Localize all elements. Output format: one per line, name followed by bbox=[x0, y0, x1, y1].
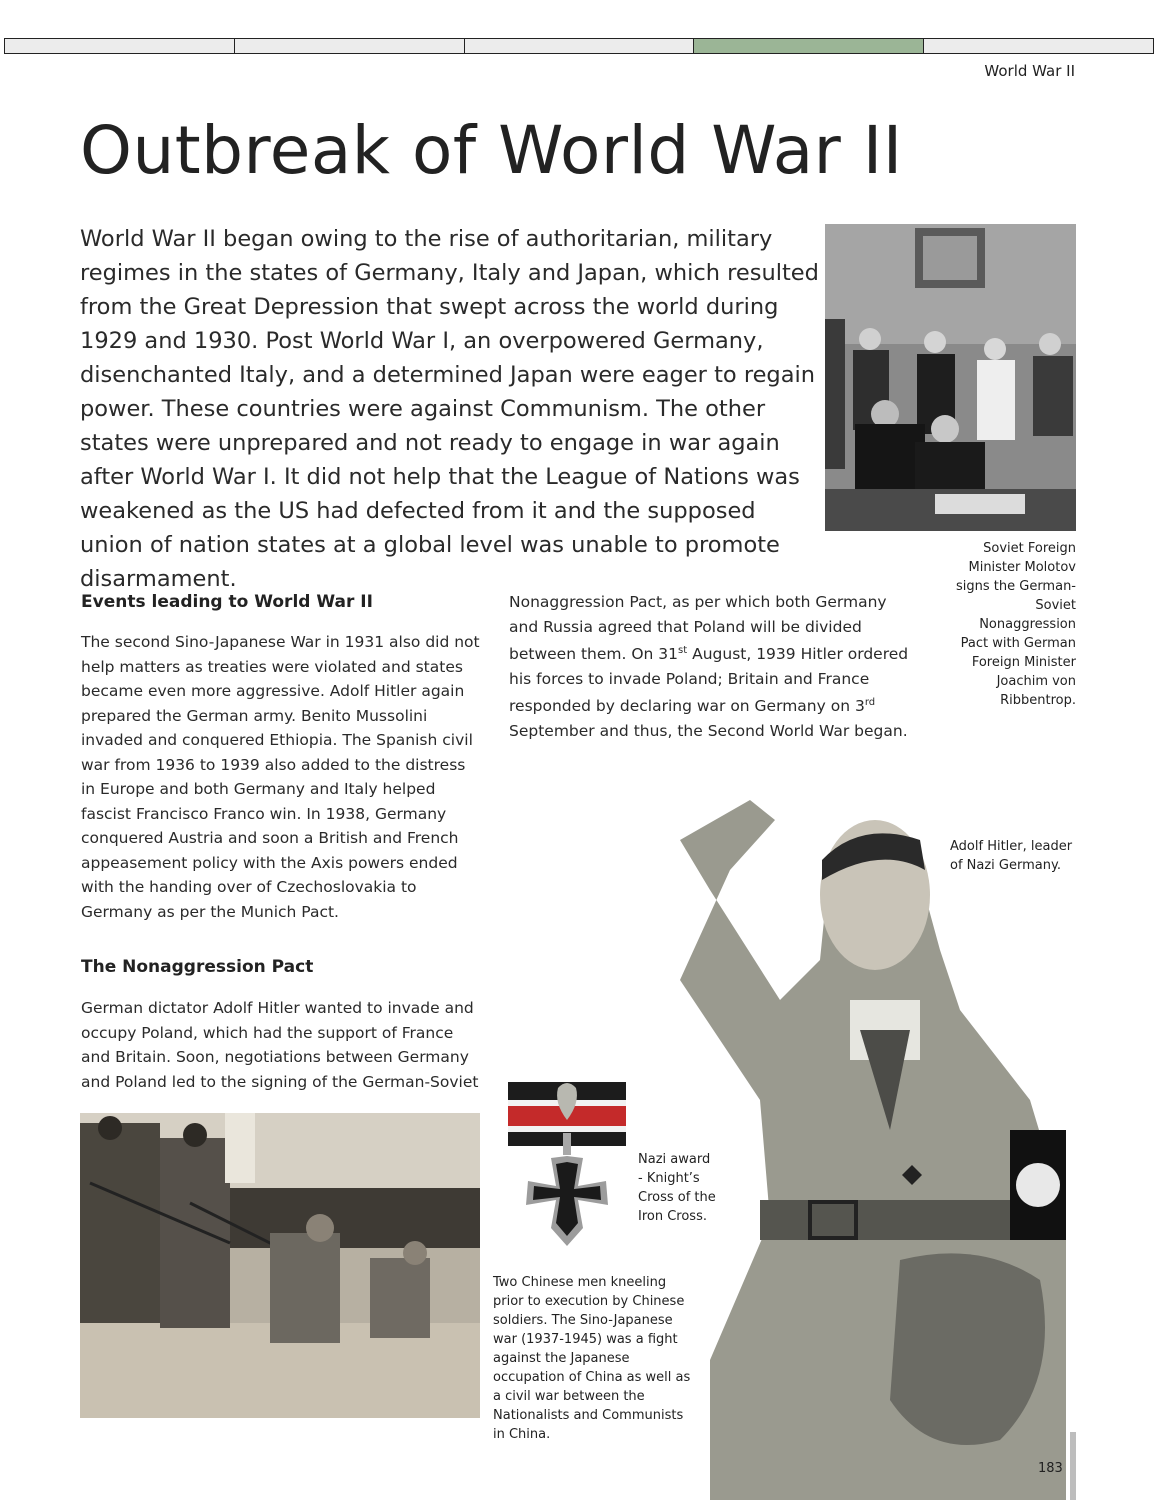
knights-cross-medal-image bbox=[508, 1078, 626, 1254]
execution-photo bbox=[80, 1113, 480, 1418]
execution-caption: Two Chinese men kneeling prior to execution by Chinese soldiers. The Sino-Japanese war (1937-1945) was a fight against the Japanese occupation of China as well as a civil war between the Nationalists and Communists in China. bbox=[493, 1275, 691, 1442]
page-title: Outbreak of World War II bbox=[80, 112, 903, 189]
pact-continued-part2: August, 1939 Hitler ordered his forces to invade Poland; Britain and France responded by declaring war on Germany on 3 bbox=[509, 645, 909, 716]
pact-heading: The Nonaggression Pact bbox=[81, 957, 314, 977]
chapter-tab-3 bbox=[465, 38, 695, 54]
chapter-tab-1 bbox=[4, 38, 235, 54]
chapter-tab-5 bbox=[924, 38, 1154, 54]
chapter-tab-2 bbox=[235, 38, 465, 54]
pact-continued-sup1: st bbox=[678, 645, 688, 656]
molotov-signing-photo bbox=[825, 224, 1076, 531]
pact-continued-sup2: rd bbox=[864, 697, 876, 709]
page-edge-bar bbox=[1070, 1432, 1076, 1500]
hitler-caption: Adolf Hitler, leader of Nazi Germany. bbox=[950, 839, 1073, 873]
molotov-caption: Soviet Foreign Minister Molotov signs the German-Soviet Nonaggression Pact with German Foreign Minister Joachim von Ribbentrop. bbox=[956, 541, 1076, 708]
events-heading: Events leading to World War II bbox=[81, 592, 373, 612]
pact-paragraph: German dictator Adolf Hitler wanted to invade and occupy Poland, which had the support of France and Britain. Soon, negotiations between Germany and Poland led to the signing of the German-Soviet bbox=[81, 999, 479, 1091]
intro-paragraph: World War II began owing to the rise of authoritarian, military regimes in the states of Germany, Italy and Japan, which resulted from the Great Depression that swept across the world during 1929 and 1930. Post World War I, an overpowered Germany, disenchanted Italy, and a determined Japan were eager to regain power. These countries were against Communism. The other states were unprepared and not ready to engage in war again after World War I. It did not help that the League of Nations was weakened as the US had defected from it and the supposed union of nation states at a global level was unable to promote disarmament. bbox=[80, 226, 819, 592]
pact-continued-part3: September and thus, the Second World War began. bbox=[509, 721, 908, 740]
award-caption: Nazi award - Knight’s Cross of the Iron Cross. bbox=[638, 1152, 716, 1224]
chapter-tab-strip bbox=[4, 38, 1154, 54]
events-paragraph: The second Sino-Japanese War in 1931 also did not help matters as treaties were violated and states became even more aggressive. Adolf Hitler again prepared the German army. Benito Mussolini invaded and conquered Ethiopia. The Spanish civil war from 1936 to 1939 also added to the distress in Europe and both Germany and Italy helped fascist Francisco Franco win. In 1938, Germany conquered Austria and soon a British and French appeasement policy with the Axis powers ended with the handing over of Czechoslovakia to Germany as per the Munich Pact. bbox=[81, 633, 480, 921]
section-label: World War II bbox=[984, 62, 1075, 80]
chapter-tab-4-active bbox=[694, 38, 924, 54]
page-number: 183 bbox=[1038, 1461, 1063, 1476]
pact-paragraph-continued bbox=[509, 590, 909, 743]
pact-continued-part1: Nonaggression Pact, as per which both Germany and Russia agreed that Poland will be divided between them. On 31 bbox=[509, 593, 887, 664]
